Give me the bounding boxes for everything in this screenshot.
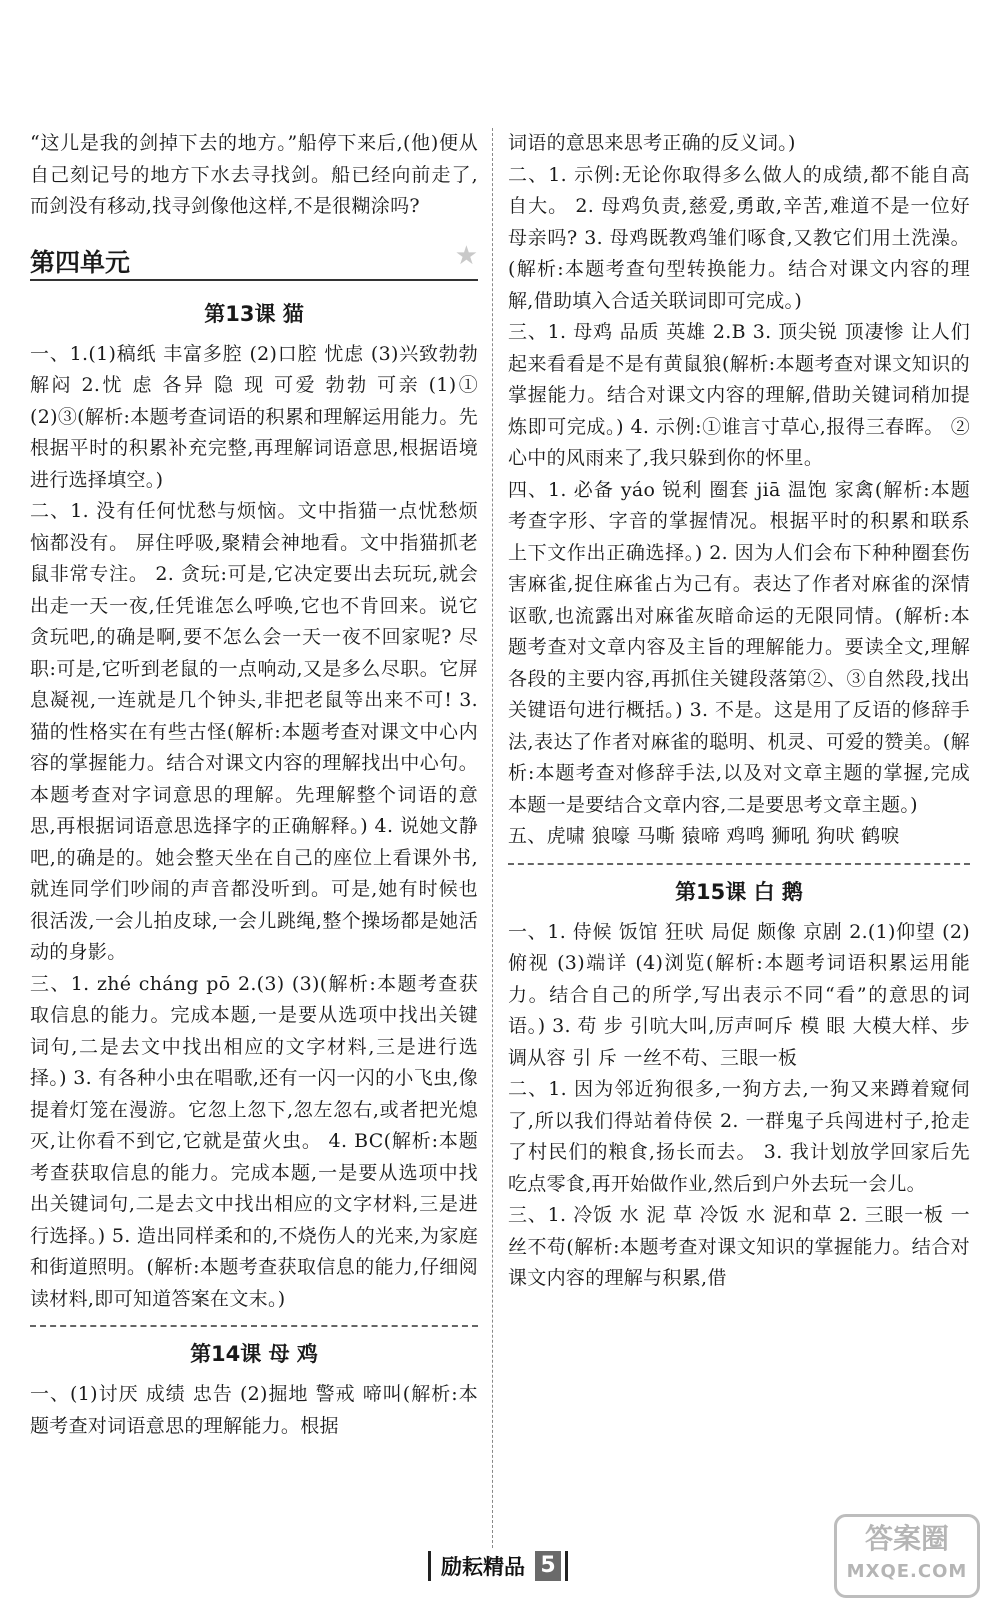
brand-name: 励耘精品: [441, 1555, 525, 1579]
lesson-divider: [508, 863, 970, 865]
star-ornament-icon: ★: [454, 240, 478, 271]
footer-bar-right: [565, 1551, 568, 1581]
lesson-14-title: 第14课 母 鸡: [190, 1342, 318, 1366]
watermark-title: 答案圈: [864, 1522, 949, 1555]
unit-underline: [30, 279, 478, 281]
lesson-14-part-5: 五、虎啸 狼嚎 马嘶 猿啼 鸡鸣 狮吼 狗吠 鹤唳: [508, 825, 900, 847]
lesson-13-header: [30, 291, 478, 337]
lesson-15-part-2: 二、1. 因为邻近狗很多,一狗方去,一狗又来蹲着窥伺了,所以我们得站着侍侯 2. 一群鬼子兵闯进村子,抢走了村民们的粮食,扬长而去。 3. 我计划放学回家后先吃点零食,再开始做作业,然后到户外去玩一会儿。: [508, 1078, 970, 1195]
watermark-url: MXQE.COM: [846, 1561, 968, 1582]
lesson-13-part-2: 二、1. 没有任何忧愁与烦恼。文中指猫一点忧愁烦恼都没有。 屏住呼吸,聚精会神地看。文中指猫抓老鼠非常专注。 2. 贪玩:可是,它决定要出去玩玩,就会出走一天一夜,任凭谁怎么呼唤,它也不肯回来。说它贪玩吧,的确是啊,要不怎么会一天一夜不回家呢? 尽职:可是,它听到老鼠的一点响动,又是多么尽职。它屏息凝视,一连就是几个钟头,非把老鼠等出来不可! 3. 猫的性格实在有些古怪(解析:本题考查对课文中心内容的掌握能力。结合对课文内容的理解找出中心句。本题考查对字词意思的理解。先理解整个词语的意思,再根据词语意思选择字的正确解释。) 4. 说她文静吧,的确是的。她会整天坐在自己的座位上看课外书,就连同学们吵闹的声音都没听到。可是,她有时候也很活泼,一会儿拍皮球,一会儿跳绳,整个操场都是她活动的身影。: [30, 500, 478, 963]
lesson-15-part-1: 一、1. 侍候 饭馆 狂吠 局促 颇像 京剧 2.(1)仰望 (2)俯视 (3)端详 (4)浏览(解析:本题考词语积累运用能力。结合自己的所学,写出表示不同“看”的意思的词语。) 3. 苟 步 引吭大叫,厉声呵斥 模 眼 大模大样、步调从容 引 斥 一丝不苟、三眼一板: [508, 920, 970, 1069]
column-divider: [492, 128, 493, 1548]
lesson-14-header: [30, 1331, 478, 1377]
lesson-14-part-3: 三、1. 母鸡 品质 英雄 2.B 3. 顶尖锐 顶凄惨 让人们起来看看是不是有黄鼠狼(解析:本题考查对课文知识的掌握能力。结合对课文内容的理解,借助关键词稍加提炼即可完成。) 4. 示例:①谁言寸草心,报得三春晖。 ②心中的风雨来了,我只躲到你的怀里。: [508, 321, 970, 469]
lesson-13-part-1: 一、1.(1)稿纸 丰富多腔 (2)口腔 忧虑 (3)兴致勃勃 解闷 2.忧 虑 各异 隐 现 可爱 勃勃 可亲 (1)① (2)③(解析:本题考查词语的积累和理解运用能力。先根据平时的积累补充完整,再理解词语意思,根据语境进行选择填空。): [30, 342, 478, 491]
footer-bar-left: [428, 1551, 431, 1581]
lesson-14-part-1: 一、(1)讨厌 成绩 忠告 (2)掘地 警戒 啼叫(解析:本题考查对词语意思的理解能力。根据: [30, 1383, 478, 1437]
unit-title: 第四单元: [30, 247, 131, 277]
intro-paragraph: “这儿是我的剑掉下去的地方。”船停下来后,(他)便从自己刻记号的地方下水去寻找剑。船已经向前走了,而剑没有移动,找寻剑像他这样,不是很糊涂吗?: [30, 132, 478, 217]
lesson-15-header: [508, 869, 970, 915]
lesson-14-part-2: 二、1. 示例:无论你取得多么做人的成绩,都不能自高自大。 2. 母鸡负责,慈爱,勇敢,辛苦,难道不是一位好母亲吗? 3. 母鸡既教鸡雏们啄食,又教它们用土洗澡。(解析:本题考查句型转换能力。结合对课文内容的理解,借助填入合适关联词即可完成。): [508, 163, 970, 312]
lesson-14-part-4: 四、1. 必备 yáo 锐利 圈套 jiā 温饱 家禽(解析:本题考查字形、字音的掌握情况。根据平时的积累和联系上下文作出正确选择。) 2. 因为人们会布下种种圈套伤害麻雀,捉住麻雀占为己有。表达了作者对麻雀的深情讴歌,也流露出对麻雀灰暗命运的无限同情。(解析:本题考查对文章内容及主旨的理解能力。要读全文,理解各段的主要内容,再抓住关键段落第②、③自然段,找出关键语句进行概括。) 3. 不是。这是用了反语的修辞手法,表达了作者对麻雀的聪明、机灵、可爱的赞美。(解析:本题考查对修辞手法,以及对文章主题的掌握,完成本题一是要结合文章内容,二是要思考文章主题。): [508, 478, 970, 816]
watermark-logo: [834, 1514, 980, 1598]
left-column: [30, 128, 478, 1442]
lesson-13-part-3: 三、1. zhé cháng pō 2.(3) (3)(解析:本题考查获取信息的能力。完成本题,一是要从选项中找出关键词句,二是去文中找出相应的文字材料,三是进行选择。) 3. 有各种小虫在唱歌,还有一闪一闪的小飞虫,像提着灯笼在漫游。它忽上忽下,忽左忽右,或者把光熄灭,让你看不到它,它就是萤火虫。 4. BC(解析:本题考查获取信息的能力。完成本题,一是要从选项中找出关键词句,二是去文中找出相应的文字材料,三是进行选择。) 5. 造出同样柔和的,不烧伤人的光来,为家庭和街道照明。(解析:本题考查获取信息的能力,仔细阅读材料,即可知道答案在文末。): [30, 972, 478, 1310]
page-number: 5: [535, 1551, 561, 1581]
lesson-13-title: 第13课 猫: [204, 301, 304, 326]
lesson-15-part-3: 三、1. 冷饭 水 泥 草 冷饭 水 泥和草 2. 三眼一板 一丝不苟(解析:本题考查对课文知识的掌握能力。结合对课文内容的理解与积累,借: [508, 1204, 970, 1289]
lesson-14-continued: 词语的意思来思考正确的反义词。): [508, 132, 796, 154]
lesson-divider: [30, 1325, 478, 1327]
lesson-15-title: 第15课 白 鹅: [675, 879, 803, 904]
right-column: [508, 128, 970, 1295]
unit-header: [30, 229, 478, 287]
